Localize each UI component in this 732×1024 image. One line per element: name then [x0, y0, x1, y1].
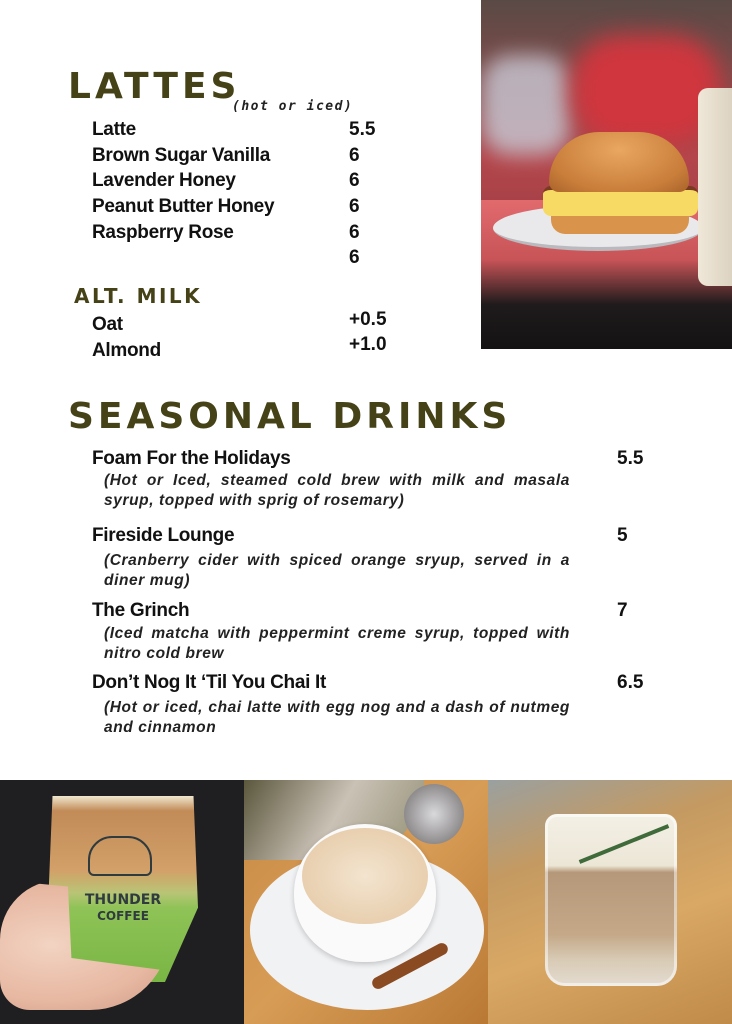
menu-item-name: Brown Sugar Vanilla: [92, 145, 271, 166]
seasonal-drinks-heading: SEASONAL DRINKS: [68, 396, 512, 437]
cloud-logo-icon: [88, 836, 152, 876]
menu-item-name: Fireside Lounge: [92, 525, 235, 546]
thunder-coffee-logo: [78, 892, 168, 924]
menu-item-price: +0.5: [349, 309, 387, 330]
menu-item-price: +1.0: [349, 334, 387, 355]
menu-item-description: (Hot or Iced, steamed cold brew with milk and masala syrup, topped with sprig of rosemary): [104, 472, 570, 509]
logo-line-1: THUNDER: [84, 892, 162, 908]
menu-item-description: (Cranberry cider with spiced orange sryup, served in a diner mug): [104, 552, 570, 589]
menu-item-name: Peanut Butter Honey: [92, 196, 275, 217]
chai-latte-photo: [244, 780, 488, 1024]
lattes-heading: LATTES: [68, 66, 241, 107]
menu-item-price: 6: [349, 247, 360, 268]
menu-item-name: Almond: [92, 340, 161, 361]
menu-item-price: 6.5: [617, 672, 644, 693]
menu-item-name: Raspberry Rose: [92, 222, 234, 243]
menu-item-price: 7: [617, 600, 628, 621]
matcha-drink-photo: [0, 780, 244, 1024]
menu-item-price: 6: [349, 170, 360, 191]
menu-item-name: Foam For the Holidays: [92, 448, 291, 469]
menu-item-description: (Iced matcha with peppermint creme syrup, topped with nitro cold brew: [104, 625, 570, 662]
menu-item-price: 6: [349, 196, 360, 217]
menu-item-description: (Hot or iced, chai latte with egg nog and a dash of nutmeg and cinnamon: [104, 699, 570, 736]
menu-item-price: 5.5: [617, 448, 644, 469]
menu-item-name: Lavender Honey: [92, 170, 236, 191]
rosemary-cold-brew-photo: [488, 780, 732, 1024]
lattes-note: (hot or iced): [232, 99, 354, 114]
menu-item-price: 6: [349, 145, 360, 166]
menu-item-name: Latte: [92, 119, 136, 140]
breakfast-sandwich-photo: [481, 0, 732, 349]
menu-item-price: 5.5: [349, 119, 376, 140]
menu-item-price: 5: [617, 525, 628, 546]
menu-item-price: 6: [349, 222, 360, 243]
alt-milk-heading: ALT. MILK: [74, 284, 203, 308]
menu-item-name: Don’t Nog It ‘Til You Chai It: [92, 672, 327, 693]
logo-line-2: COFFEE: [97, 909, 149, 923]
menu-item-name: Oat: [92, 314, 123, 335]
menu-item-name: The Grinch: [92, 600, 190, 621]
